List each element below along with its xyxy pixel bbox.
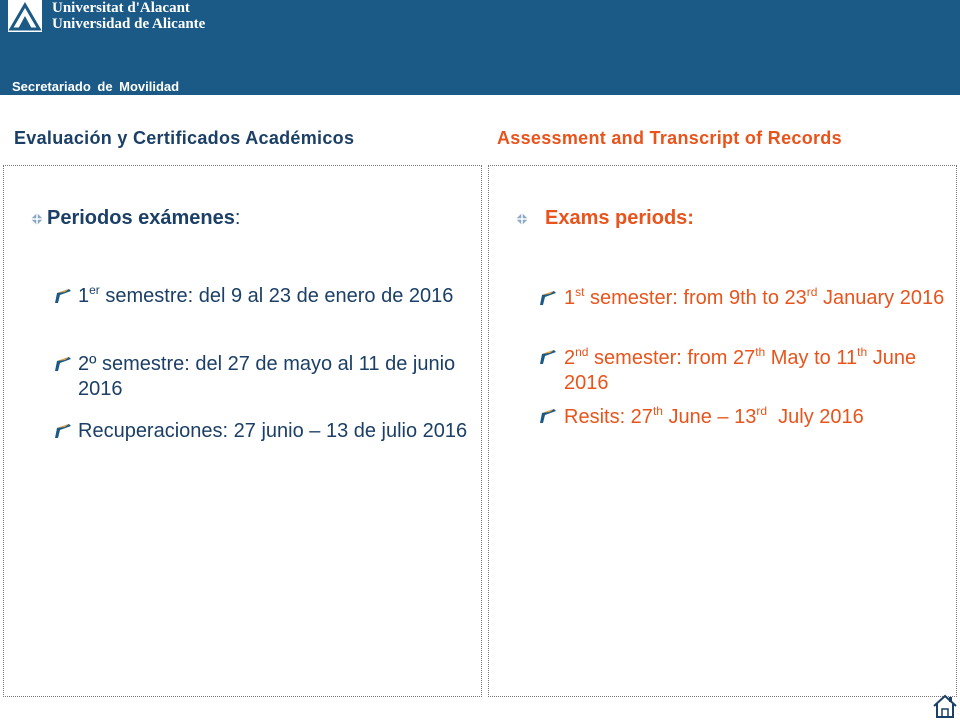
english-panel [488, 165, 957, 697]
spanish-heading-text: Periodos exámenes [47, 207, 235, 229]
spanish-item-1-sup: er [89, 283, 100, 297]
english-item-2-c: May to 11 [765, 347, 858, 369]
spanish-item-1-a: 1 [78, 285, 90, 307]
english-item-1-a: 1 [564, 287, 576, 309]
english-item-3-a: Resits: 27 [564, 406, 653, 428]
english-item-2-b: semester: from 27 [588, 347, 756, 369]
english-item-3-sup2: rd [756, 404, 768, 418]
arrow-bullet-icon [540, 350, 556, 364]
university-logo-icon [8, 0, 42, 32]
spanish-item-1-b: semestre: del 9 al 23 de enero de 2016 [99, 285, 454, 307]
arrow-bullet-icon [540, 291, 556, 305]
university-name-line1: Universitat d'Alacant [52, 0, 190, 16]
english-item-2-sup3: th [857, 345, 868, 359]
department-label: Secretariado de Movilidad [12, 79, 180, 94]
english-item-1 [564, 286, 949, 311]
english-item-1-sup2: rd [806, 285, 818, 299]
english-item-2-sup2: th [755, 345, 766, 359]
spanish-heading-colon: : [234, 207, 241, 229]
english-item-2-a: 2 [564, 347, 576, 369]
arrow-bullet-icon [540, 409, 556, 423]
diamond-bullet-icon [31, 213, 43, 225]
english-item-2 [564, 346, 949, 396]
university-name-line2: Universidad de Alicante [52, 16, 206, 32]
spanish-item-3: Recuperaciones: 27 junio – 13 de julio 2016 [78, 420, 468, 442]
english-section-title: Assessment and Transcript of Records [497, 128, 842, 148]
english-item-2-sup1: nd [575, 345, 589, 359]
spanish-heading [47, 207, 240, 230]
diamond-bullet-icon [516, 213, 528, 225]
spanish-section-title: Evaluación y Certificados Académicos [14, 128, 355, 148]
english-heading: Exams periods: [545, 207, 694, 229]
english-item-3 [564, 405, 949, 430]
english-item-3-b: June – 13 [662, 406, 757, 428]
english-item-3-c: July 2016 [767, 406, 864, 428]
english-item-2-d: June 2016 [564, 347, 917, 394]
english-item-1-c: January 2016 [817, 287, 945, 309]
home-icon[interactable] [932, 693, 958, 719]
english-item-3-sup1: th [652, 404, 663, 418]
arrow-bullet-icon [55, 357, 71, 371]
header-banner [0, 0, 960, 95]
arrow-bullet-icon [55, 424, 71, 438]
arrow-bullet-icon [55, 289, 71, 303]
english-item-1-b: semester: from 9th to 23 [584, 287, 807, 309]
spanish-item-1 [78, 284, 473, 309]
english-item-1-sup1: st [575, 285, 585, 299]
spanish-item-2: 2º semestre: del 27 de mayo al 11 de junio 2016 [78, 353, 456, 400]
